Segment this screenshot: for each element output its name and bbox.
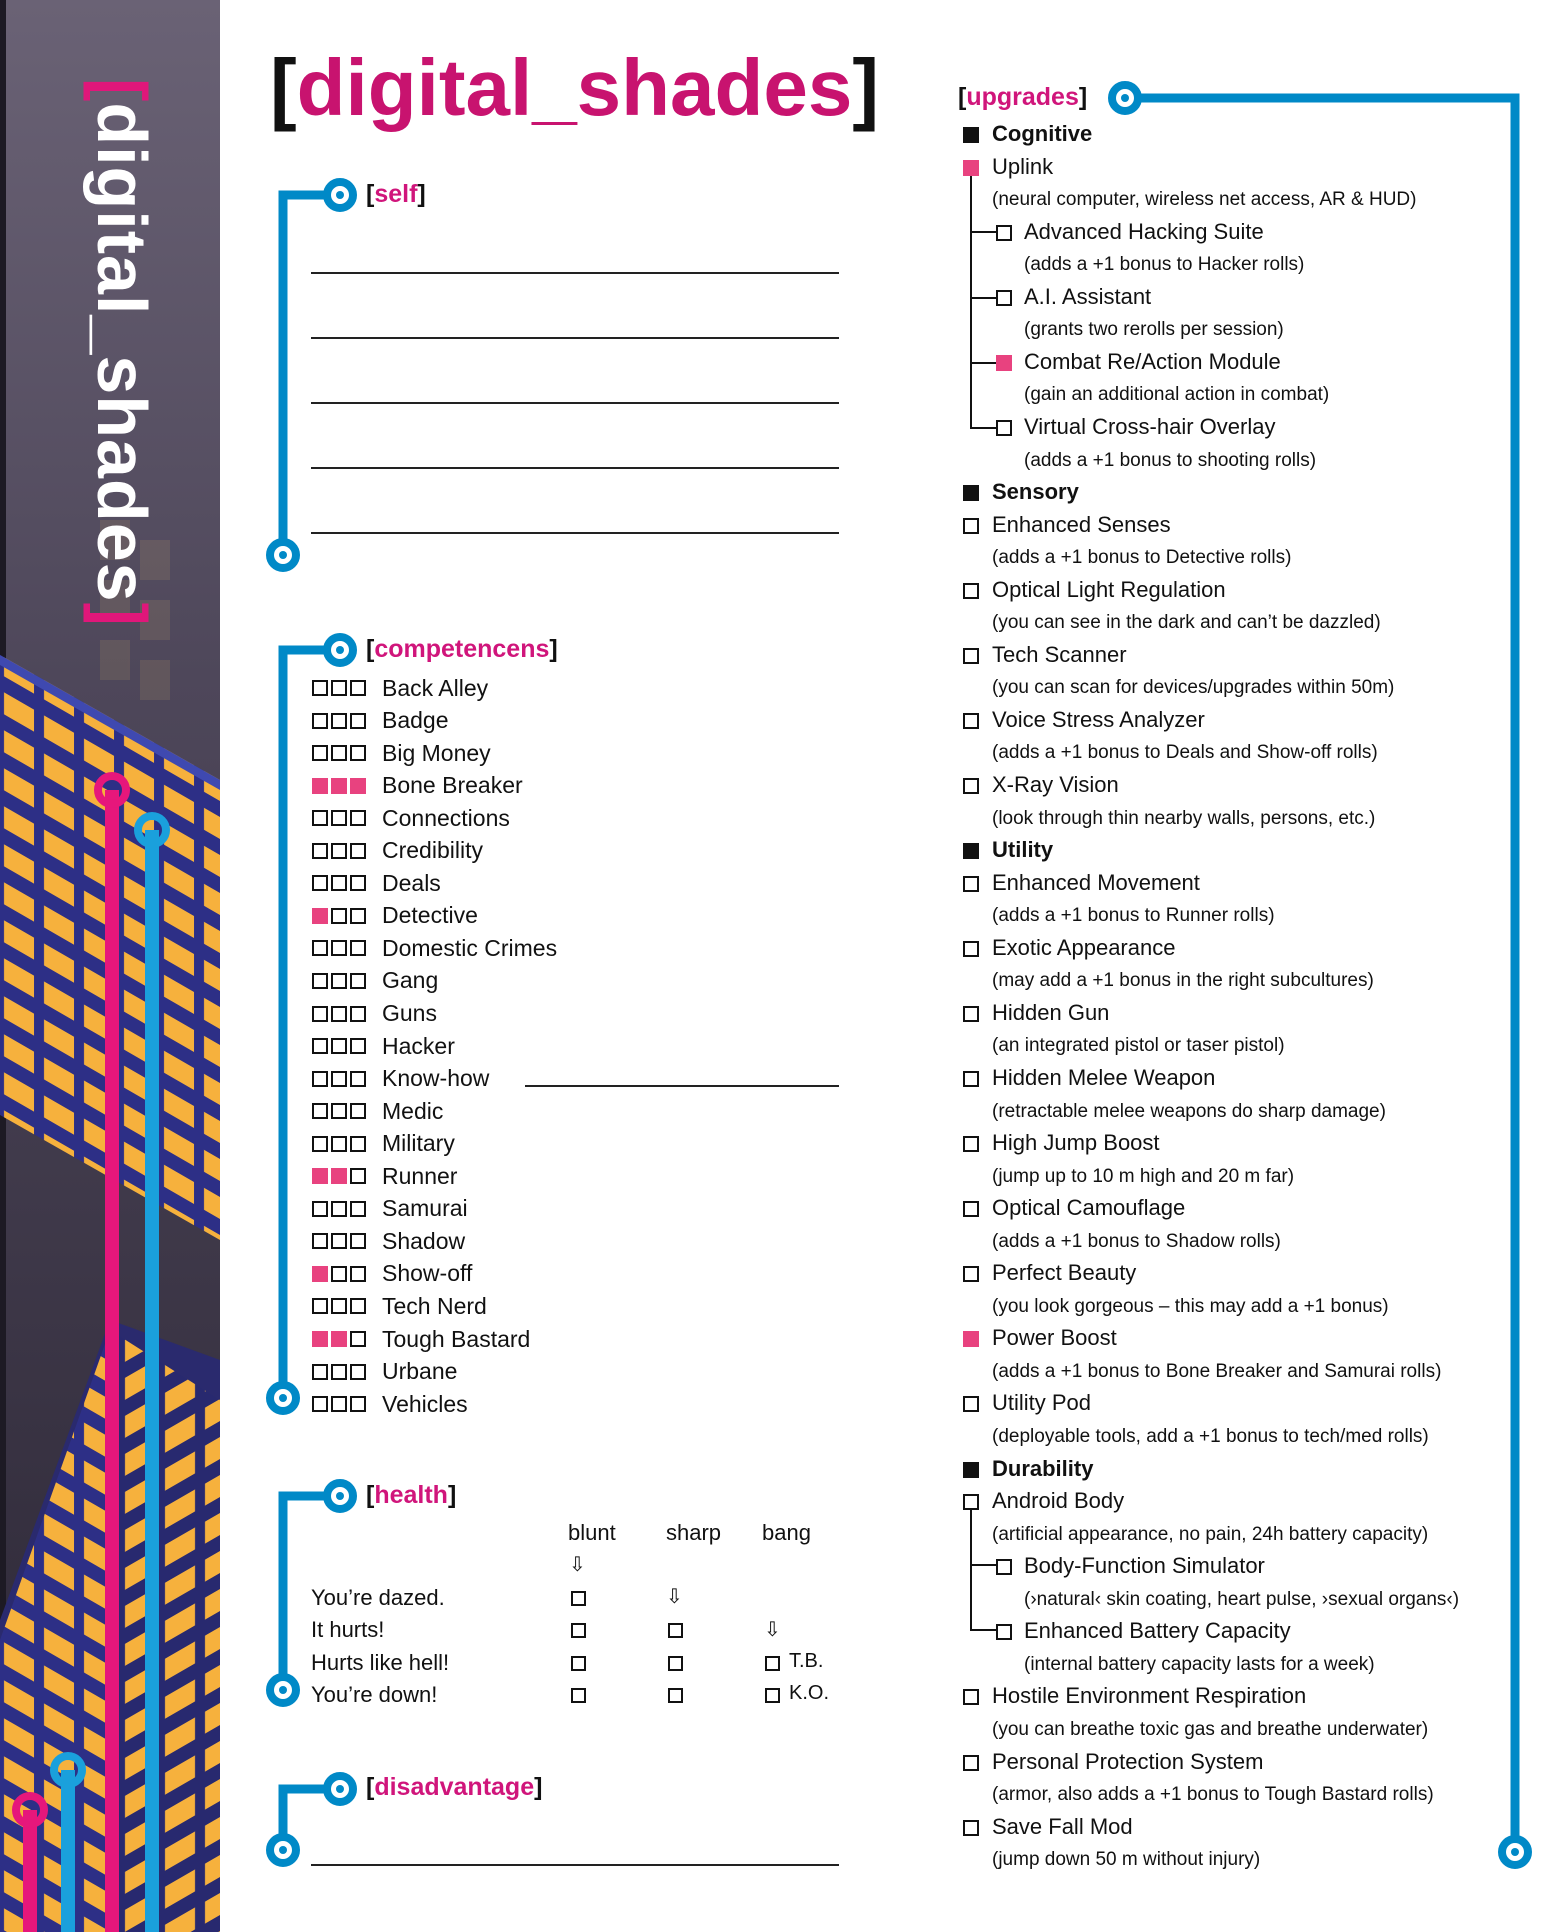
upgrade-label: Save Fall Mod (992, 1813, 1133, 1839)
competency-row (312, 1324, 530, 1354)
competency-row (312, 933, 557, 963)
upgrade-description: (you can see in the dark and can’t be dazzled) (992, 612, 1381, 634)
self-line-3[interactable] (311, 402, 839, 404)
disadvantage-heading: [disadvantage] (366, 1773, 543, 1801)
competency-checkbox[interactable] (331, 810, 347, 826)
competency-checkbox[interactable] (350, 810, 366, 826)
competency-label: Connections (382, 804, 510, 831)
competency-boxes (312, 1201, 366, 1217)
competency-checkbox[interactable] (312, 1331, 328, 1347)
competency-boxes (312, 810, 366, 826)
competency-label: Credibility (382, 837, 483, 864)
upgrade-label: Android Body (992, 1488, 1125, 1514)
upgrade-checkbox[interactable] (963, 1689, 979, 1705)
upgrade-checkbox[interactable] (963, 648, 979, 664)
upgrade-description: (jump up to 10 m high and 20 m far) (992, 1165, 1295, 1187)
competency-checkbox[interactable] (350, 1266, 366, 1282)
competency-boxes (312, 843, 366, 859)
upgrade-checkbox[interactable] (996, 420, 1012, 436)
competency-label: Urbane (382, 1358, 458, 1385)
health-box-sharp-1[interactable] (668, 1623, 683, 1638)
competency-boxes (312, 1136, 366, 1152)
competency-checkbox[interactable] (312, 745, 328, 761)
upgrade-label: Voice Stress Analyzer (992, 706, 1205, 732)
upgrade-category: Cognitive (992, 121, 1093, 146)
competency-checkbox[interactable] (350, 1364, 366, 1380)
competency-boxes (312, 940, 366, 956)
upgrade-checkbox[interactable] (963, 778, 979, 794)
competency-checkbox[interactable] (312, 1298, 328, 1314)
upgrade-label: Optical Camouflage (992, 1195, 1186, 1221)
health-row-hell: Hurts like hell! (311, 1650, 450, 1675)
health-box-bang-ko[interactable] (765, 1688, 780, 1703)
upgrade-checkbox[interactable] (963, 1331, 979, 1347)
upgrade-description: (neural computer, wireless net access, AR & HUD) (992, 189, 1417, 211)
self-line-2[interactable] (311, 337, 839, 339)
upgrade-checkbox[interactable] (963, 1820, 979, 1836)
competency-label: Hacker (382, 1032, 455, 1059)
upgrade-label: Power Boost (992, 1325, 1117, 1351)
competency-checkbox[interactable] (312, 940, 328, 956)
upgrade-description: (you look gorgeous – this may add a +1 bonus) (992, 1295, 1389, 1317)
competency-label: Guns (382, 1000, 437, 1026)
upgrade-label: High Jump Boost (992, 1130, 1160, 1156)
competency-row (312, 868, 441, 898)
health-box-blunt-2[interactable] (571, 1623, 586, 1638)
category-marker (963, 485, 979, 501)
competency-label: Medic (382, 1097, 444, 1124)
competency-boxes (312, 1168, 366, 1184)
upgrade-description: (gain an additional action in combat) (1024, 384, 1330, 406)
upgrade-label: Tech Scanner (992, 641, 1127, 667)
upgrade-label: Hostile Environment Respiration (992, 1683, 1307, 1709)
upgrade-checkbox[interactable] (963, 876, 979, 892)
health-heading: [health] (366, 1481, 457, 1509)
upgrade-label: Hidden Gun (992, 999, 1110, 1025)
competency-checkbox[interactable] (350, 1136, 366, 1152)
competency-boxes (312, 1103, 366, 1119)
upgrade-category: Durability (992, 1455, 1094, 1481)
competency-checkbox[interactable] (350, 1103, 366, 1119)
competency-row (312, 1096, 443, 1126)
competency-checkbox[interactable] (350, 843, 366, 859)
upgrade-description: (you can breathe toxic gas and breathe underwater) (992, 1718, 1429, 1740)
upgrade-checkbox[interactable] (963, 160, 979, 176)
competency-label: Gang (382, 967, 439, 994)
competency-checkbox[interactable] (331, 713, 347, 729)
health-box-sharp-2[interactable] (668, 1656, 683, 1671)
competency-label: Runner (382, 1162, 458, 1189)
competency-boxes (312, 680, 366, 696)
competency-checkbox[interactable] (331, 1266, 347, 1282)
competency-row (312, 1357, 457, 1387)
competency-row (312, 1259, 472, 1289)
competency-row (312, 771, 523, 801)
upgrade-label: Enhanced Battery Capacity (1024, 1618, 1291, 1644)
upgrade-label: Virtual Cross-hair Overlay (1024, 413, 1276, 439)
upgrade-description: (armor, also adds a +1 bonus to Tough Bastard rolls) (992, 1784, 1434, 1806)
competency-checkbox[interactable] (331, 680, 347, 696)
health-row-hurts: It hurts! (311, 1617, 385, 1642)
competency-checkbox[interactable] (312, 1136, 328, 1152)
competency-boxes (312, 713, 366, 729)
competency-checkbox[interactable] (331, 1103, 347, 1119)
arrow-down-icon: ⇩ (666, 1586, 683, 1608)
competency-checkbox[interactable] (350, 680, 366, 696)
upgrade-label: Perfect Beauty (992, 1260, 1137, 1286)
category-marker (963, 127, 979, 143)
self-line-4[interactable] (311, 467, 839, 469)
arrow-down-icon: ⇩ (569, 1554, 586, 1576)
competency-checkbox[interactable] (331, 1168, 347, 1184)
know-how-line[interactable] (525, 1085, 839, 1087)
upgrade-description: (adds a +1 bonus to shooting rolls) (1024, 449, 1317, 471)
health-row-dazed: You’re dazed. (311, 1585, 445, 1610)
upgrade-checkbox[interactable] (963, 583, 979, 599)
competency-row (312, 901, 478, 931)
competency-label: Domestic Crimes (382, 934, 558, 961)
competency-checkbox[interactable] (331, 1006, 347, 1022)
upgrade-checkbox[interactable] (963, 1396, 979, 1412)
arrow-down-icon: ⇩ (764, 1619, 781, 1641)
competency-row (312, 1389, 468, 1419)
competency-checkbox[interactable] (331, 1136, 347, 1152)
upgrade-label: X-Ray Vision (992, 772, 1119, 797)
competency-checkbox[interactable] (350, 1298, 366, 1314)
competency-label: Military (382, 1130, 455, 1157)
competency-checkbox[interactable] (312, 1233, 328, 1249)
upgrade-description: (you can scan for devices/upgrades within 50m) (992, 677, 1395, 699)
competency-row (312, 1064, 489, 1094)
competency-checkbox[interactable] (350, 1331, 366, 1347)
competency-boxes (312, 1233, 366, 1249)
competency-row (312, 1031, 455, 1061)
competency-checkbox[interactable] (331, 1038, 347, 1054)
competency-row (312, 706, 449, 736)
competency-checkbox[interactable] (331, 745, 347, 761)
upgrade-label: A.I. Assistant (1024, 283, 1152, 309)
competency-checkbox[interactable] (350, 1006, 366, 1022)
competency-label: Know-how (382, 1065, 490, 1092)
upgrade-checkbox[interactable] (963, 518, 979, 534)
competency-row (312, 1194, 468, 1224)
competency-label: Show-off (382, 1260, 473, 1287)
competency-checkbox[interactable] (331, 1364, 347, 1380)
competency-checkbox[interactable] (331, 973, 347, 989)
competency-boxes (312, 908, 366, 924)
upgrade-description: (may add a +1 bonus in the right subcultures) (992, 970, 1374, 992)
upgrade-checkbox[interactable] (963, 1755, 979, 1771)
upgrade-label: Optical Light Regulation (992, 576, 1226, 602)
upgrade-label: Enhanced Senses (992, 511, 1171, 537)
competency-row (312, 1226, 465, 1256)
upgrade-label: Body-Function Simulator (1024, 1553, 1265, 1579)
competency-checkbox[interactable] (350, 1201, 366, 1217)
competency-checkbox[interactable] (350, 1233, 366, 1249)
health-box-blunt-4[interactable] (571, 1688, 586, 1703)
competency-checkbox[interactable] (331, 908, 347, 924)
upgrade-label: Hidden Melee Weapon (992, 1064, 1216, 1090)
upgrade-checkbox[interactable] (963, 1266, 979, 1282)
competency-boxes (312, 1006, 366, 1022)
self-line-1[interactable] (311, 272, 839, 274)
competency-checkbox[interactable] (331, 1071, 347, 1087)
upgrade-label: Uplink (992, 153, 1054, 179)
upgrade-description: (grants two rerolls per session) (1024, 319, 1284, 341)
competency-checkbox[interactable] (350, 1396, 366, 1412)
competency-boxes (312, 973, 366, 989)
competency-boxes (312, 1396, 366, 1412)
competency-row (312, 673, 488, 703)
competency-row (312, 738, 491, 768)
upgrade-label: Advanced Hacking Suite (1024, 218, 1264, 244)
health-box-sharp-3[interactable] (668, 1688, 683, 1703)
category-marker (963, 843, 979, 859)
competency-boxes (312, 1071, 366, 1087)
competency-checkbox[interactable] (312, 875, 328, 891)
competency-checkbox[interactable] (312, 1006, 328, 1022)
upgrade-description: (adds a +1 bonus to Hacker rolls) (1024, 254, 1305, 276)
competency-checkbox[interactable] (331, 1201, 347, 1217)
competency-label: Bone Breaker (382, 772, 523, 799)
competency-checkbox[interactable] (350, 875, 366, 891)
health-box-blunt-1[interactable] (571, 1591, 586, 1606)
upgrade-checkbox[interactable] (996, 1624, 1012, 1640)
upgrade-checkbox[interactable] (996, 290, 1012, 306)
competency-checkbox[interactable] (350, 745, 366, 761)
upgrade-description: (jump down 50 m without injury) (992, 1849, 1261, 1871)
ko-label: K.O. (789, 1682, 830, 1704)
health-box-blunt-3[interactable] (571, 1656, 586, 1671)
health-col-bang: bang (762, 1520, 811, 1545)
upgrade-description: (look through thin nearby walls, persons, etc.) (992, 807, 1376, 829)
competency-label: Detective (382, 902, 478, 929)
upgrade-description: (adds a +1 bonus to Detective rolls) (992, 547, 1292, 569)
upgrade-label: Enhanced Movement (992, 869, 1200, 895)
competency-checkbox[interactable] (331, 1298, 347, 1314)
sidebar-title: [digital_shades] (83, 78, 161, 627)
competency-checkbox[interactable] (312, 1364, 328, 1380)
upgrade-checkbox[interactable] (963, 941, 979, 957)
competency-row (312, 803, 510, 833)
upgrade-checkbox[interactable] (963, 1201, 979, 1217)
competency-label: Samurai (382, 1195, 468, 1222)
competency-checkbox[interactable] (312, 1103, 328, 1119)
competency-checkbox[interactable] (312, 1396, 328, 1412)
upgrade-description: (adds a +1 bonus to Runner rolls) (992, 905, 1275, 927)
competency-label: Tough Bastard (382, 1325, 531, 1352)
competency-checkbox[interactable] (312, 778, 328, 794)
upgrade-label: Exotic Appearance (992, 934, 1176, 960)
category-marker (963, 1462, 979, 1478)
upgrade-label: Personal Protection System (992, 1748, 1264, 1774)
upgrade-checkbox[interactable] (963, 1136, 979, 1152)
competency-checkbox[interactable] (350, 940, 366, 956)
upgrade-category: Sensory (992, 479, 1079, 505)
competency-label: Vehicles (382, 1390, 468, 1417)
competency-boxes (312, 1298, 366, 1314)
upgrade-checkbox[interactable] (963, 1494, 979, 1510)
upgrade-label: Combat Re/Action Module (1024, 348, 1281, 374)
page-title: [digital_shades] (270, 43, 880, 132)
competency-checkbox[interactable] (312, 810, 328, 826)
competency-checkbox[interactable] (350, 1071, 366, 1087)
competency-label: Back Alley (382, 674, 489, 701)
competency-boxes (312, 1331, 366, 1347)
self-heading: [self] (366, 180, 426, 208)
upgrade-checkbox[interactable] (963, 713, 979, 729)
competency-checkbox[interactable] (331, 1396, 347, 1412)
competency-checkbox[interactable] (331, 875, 347, 891)
upgrade-checkbox[interactable] (996, 225, 1012, 241)
competency-boxes (312, 745, 366, 761)
upgrade-description: (artificial appearance, no pain, 24h battery capacity) (992, 1523, 1429, 1545)
competency-checkbox[interactable] (331, 940, 347, 956)
competency-boxes (312, 1266, 366, 1282)
tb-label: T.B. (789, 1650, 824, 1672)
competency-row (312, 1161, 457, 1191)
competency-checkbox[interactable] (312, 680, 328, 696)
upgrade-description: (deployable tools, add a +1 bonus to tech/med rolls) (992, 1426, 1429, 1447)
competency-checkbox[interactable] (312, 1168, 328, 1184)
upgrade-checkbox[interactable] (996, 355, 1012, 371)
upgrade-category: Utility (992, 837, 1054, 863)
upgrade-checkbox[interactable] (963, 1006, 979, 1022)
competency-checkbox[interactable] (350, 713, 366, 729)
competency-checkbox[interactable] (312, 1038, 328, 1054)
competency-checkbox[interactable] (331, 778, 347, 794)
competency-row (312, 836, 483, 866)
competency-row (312, 999, 437, 1029)
competency-label: Big Money (382, 739, 491, 766)
competency-row (312, 966, 438, 996)
health-col-blunt: blunt (568, 1520, 616, 1545)
upgrades-heading: [upgrades] (958, 83, 1088, 111)
competency-checkbox[interactable] (312, 1266, 328, 1282)
competency-checkbox[interactable] (350, 1168, 366, 1184)
competencies-heading: [competencens] (366, 635, 558, 663)
health-box-bang-tb[interactable] (765, 1656, 780, 1671)
upgrade-description: (›natural‹ skin coating, heart pulse, ›sexual organs‹) (1024, 1588, 1460, 1610)
health-col-sharp: sharp (666, 1520, 722, 1545)
self-line-5[interactable] (311, 532, 839, 534)
competency-checkbox[interactable] (331, 843, 347, 859)
upgrade-description: (an integrated pistol or taser pistol) (992, 1035, 1285, 1057)
competency-checkbox[interactable] (312, 843, 328, 859)
competency-boxes (312, 875, 366, 891)
health-row-down: You’re down! (311, 1682, 438, 1707)
competency-checkbox[interactable] (312, 1071, 328, 1087)
competency-checkbox[interactable] (350, 1038, 366, 1054)
competency-label: Tech Nerd (382, 1292, 487, 1319)
competency-checkbox[interactable] (331, 1331, 347, 1347)
competency-checkbox[interactable] (312, 973, 328, 989)
upgrade-checkbox[interactable] (996, 1559, 1012, 1575)
competency-boxes (312, 1038, 366, 1054)
competency-checkbox[interactable] (312, 713, 328, 729)
competency-checkbox[interactable] (350, 973, 366, 989)
upgrade-description: (adds a +1 bonus to Bone Breaker and Samurai rolls) (992, 1360, 1442, 1382)
competency-checkbox[interactable] (350, 908, 366, 924)
competency-boxes (312, 778, 366, 794)
competency-row (312, 1291, 487, 1321)
competency-checkbox[interactable] (350, 778, 366, 794)
competency-label: Shadow (382, 1227, 466, 1254)
upgrade-description: (retractable melee weapons do sharp damage) (992, 1100, 1386, 1122)
upgrade-label: Utility Pod (992, 1390, 1092, 1416)
competency-checkbox[interactable] (331, 1233, 347, 1249)
competency-row (312, 1129, 455, 1159)
competency-label: Badge (382, 707, 449, 734)
competency-checkbox[interactable] (312, 1201, 328, 1217)
upgrade-description: (internal battery capacity lasts for a week) (1024, 1653, 1375, 1675)
upgrade-description: (adds a +1 bonus to Deals and Show-off rolls) (992, 742, 1378, 764)
upgrade-description: (adds a +1 bonus to Shadow rolls) (992, 1230, 1281, 1252)
competency-boxes (312, 1364, 366, 1380)
upgrade-checkbox[interactable] (963, 1071, 979, 1087)
competency-label: Deals (382, 869, 441, 896)
disadvantage-line[interactable] (311, 1864, 839, 1866)
competency-checkbox[interactable] (312, 908, 328, 924)
